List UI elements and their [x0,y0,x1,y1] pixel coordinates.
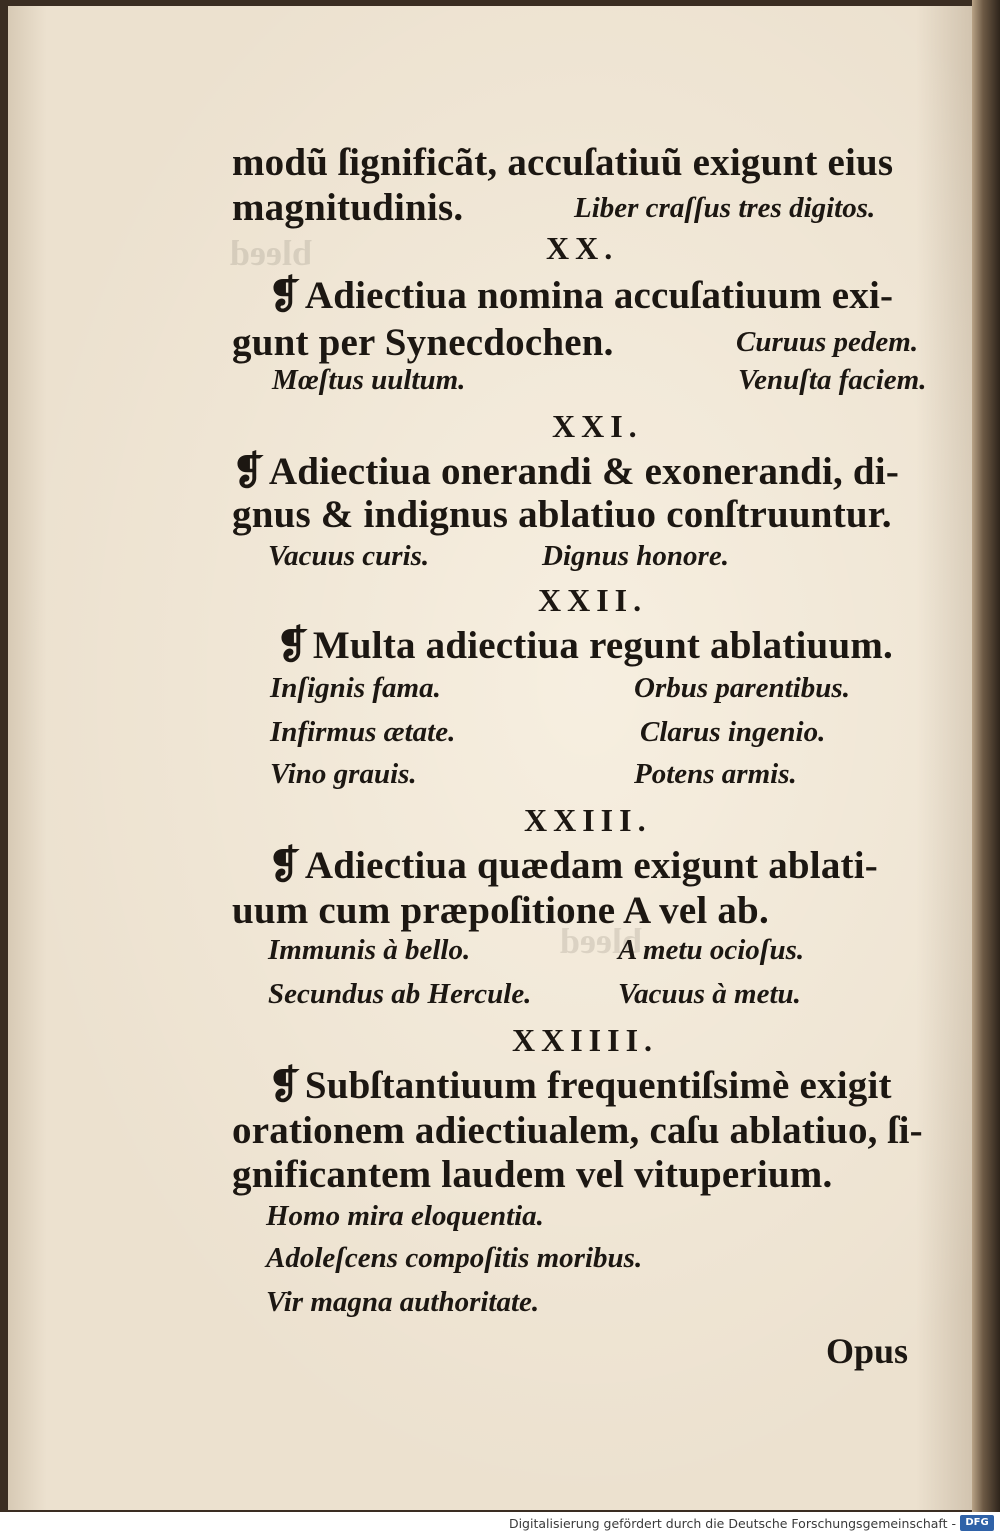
text-line-content: Adiectiua quædam exigunt ablati- [304,844,878,887]
section-number: XXII. [538,582,648,618]
example-text: Vacuus à metu. [618,978,801,1010]
bleed-through-text: bleed [560,921,643,961]
section-number: XXIII. [524,802,652,838]
section-number: XX. [546,230,619,266]
bleed-through-text: bleed [230,233,313,273]
text-line-content: Multa adiectiua regunt ablatiuum. [312,624,893,667]
paragraph-mark-icon: ❡ [232,448,265,494]
example-text: Potens armis. [634,758,797,790]
text-line [232,448,899,494]
example-text: Mœſtus uultum. [272,364,466,396]
paragraph-mark-icon: ❡ [268,272,301,318]
example-text: Adoleſcens compoſitis moribus. [266,1242,643,1274]
text-line: gunt per Synecdochen. [232,321,614,364]
example-text: Clarus ingenio. [640,716,826,748]
text-line: uum cum præpoſitione A vel ab. [232,889,769,932]
text-line-content: Adiectiua nomina accuſatiuum exi- [304,274,894,317]
example-text: Vacuus curis. [268,540,430,572]
section-number: XXIIII. [512,1022,659,1058]
text-line: magnitudinis. [232,186,464,229]
paragraph-mark-icon: ❡ [268,842,301,888]
text-line-content: Adiectiua onerandi & exonerandi, di- [268,450,900,493]
digitization-footer [0,1512,1000,1536]
text-line: gnus & indignus ablatiuo conſtruuntur. [232,493,892,536]
catchword: Opus [826,1331,909,1371]
text-line-content: Subſtantiuum frequentiſsimè exigit [304,1064,892,1107]
text-line [276,622,893,668]
example-text: Homo mira eloquentia. [266,1200,544,1232]
paragraph-mark-icon: ❡ [276,622,309,668]
example-text: Vir magna authoritate. [266,1286,540,1318]
example-text: A metu ocioſus. [618,934,805,966]
example-text: Liber craſſus tres digitos. [574,192,876,224]
paragraph-mark-icon: ❡ [268,1062,301,1108]
text-line [268,842,878,888]
text-line: gnificantem laudem vel vituperium. [232,1153,833,1196]
text-line: orationem adiectiualem, caſu ablatiuo, ſi- [232,1109,923,1152]
dfg-logo-icon: DFG [960,1515,994,1531]
example-text: Venuſta faciem. [738,364,927,396]
example-text: Infirmus ætate. [270,716,456,748]
example-text: Inſignis fama. [270,672,441,704]
digitization-credit: Digitalisierung gefördert durch die Deutsche Forschungsgemeinschaft - [508,1516,956,1531]
example-text: Immunis à bello. [268,934,471,966]
section-number: XXI. [552,408,643,444]
example-text: Orbus parentibus. [634,672,850,704]
example-text: Curuus pedem. [736,326,919,358]
text-line [268,1062,892,1108]
example-text: Vino grauis. [270,758,417,790]
example-text: Dignus honore. [542,540,729,572]
example-text: Secundus ab Hercule. [268,978,532,1010]
text-line: modũ ſignificãt, accuſatiuũ exigunt eius [232,141,894,184]
text-line [268,272,893,318]
